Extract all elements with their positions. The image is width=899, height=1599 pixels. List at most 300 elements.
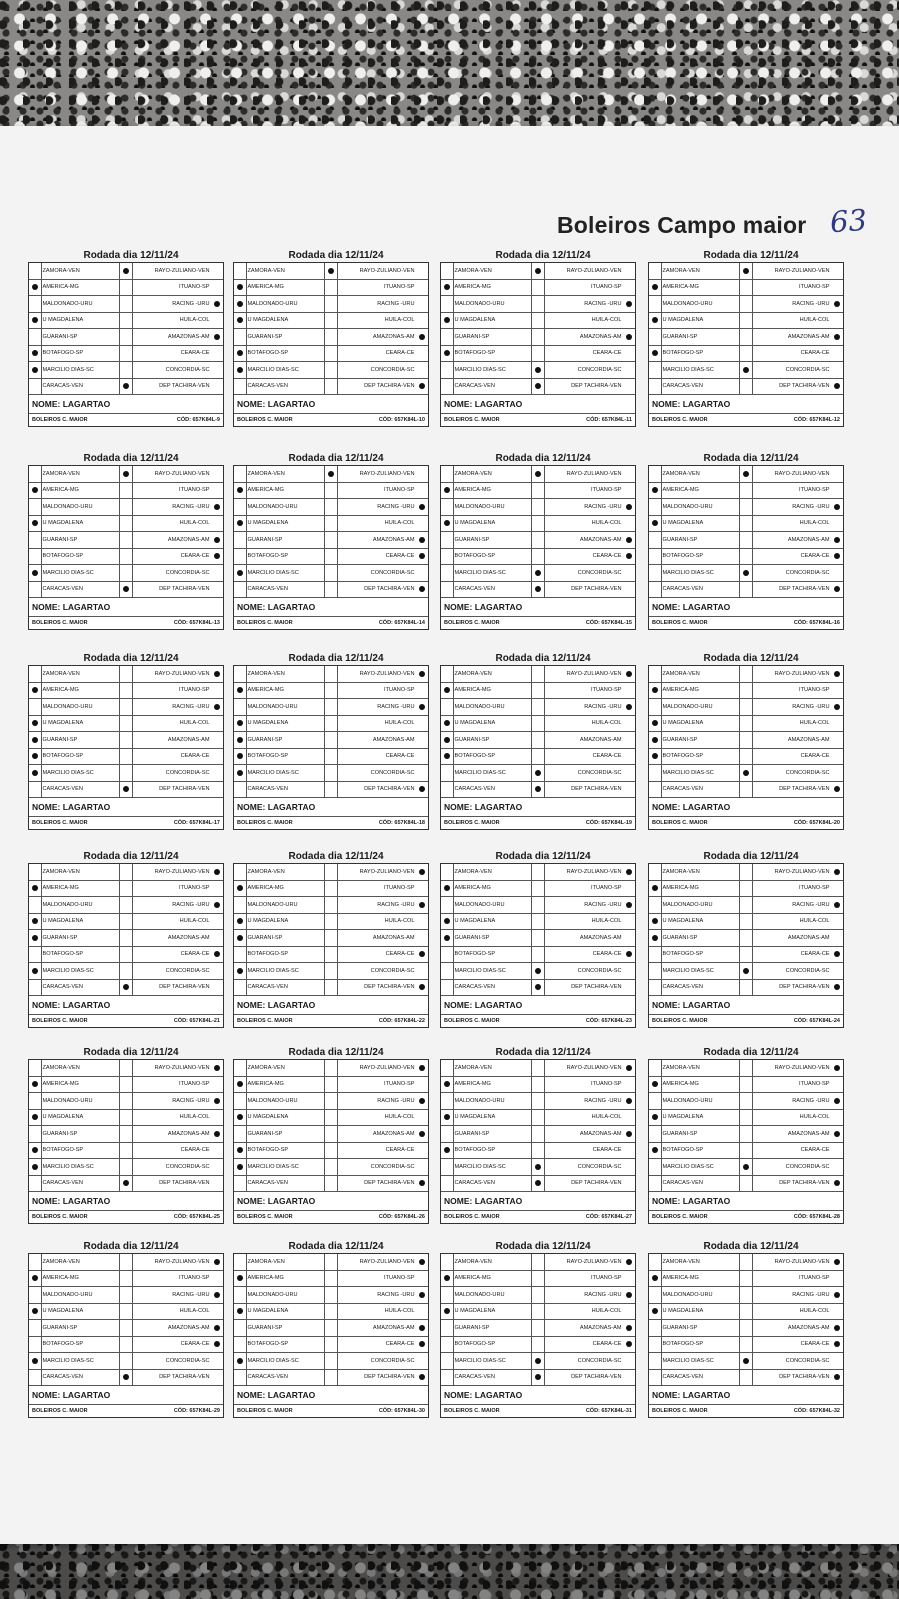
away-bubble[interactable] [624, 296, 636, 312]
away-bubble[interactable] [624, 346, 636, 362]
draw-bubble[interactable] [739, 963, 752, 979]
away-bubble[interactable] [832, 864, 844, 880]
home-bubble[interactable] [441, 516, 453, 532]
away-bubble[interactable] [624, 313, 636, 329]
draw-bubble[interactable] [531, 582, 544, 598]
draw-bubble[interactable] [531, 1271, 544, 1287]
away-bubble[interactable] [417, 1271, 429, 1287]
home-bubble[interactable] [234, 296, 246, 312]
away-bubble[interactable] [417, 1304, 429, 1320]
away-bubble[interactable] [212, 666, 224, 682]
away-bubble[interactable] [417, 716, 429, 732]
home-bubble[interactable] [234, 749, 246, 765]
draw-bubble[interactable] [324, 582, 337, 598]
away-bubble[interactable] [417, 1077, 429, 1093]
home-bubble[interactable] [29, 699, 41, 715]
draw-bubble[interactable] [119, 1254, 132, 1270]
home-bubble[interactable] [234, 980, 246, 996]
home-bubble[interactable] [234, 379, 246, 395]
draw-bubble[interactable] [119, 1126, 132, 1142]
home-bubble[interactable] [234, 1077, 246, 1093]
away-bubble[interactable] [212, 1143, 224, 1159]
home-bubble[interactable] [441, 732, 453, 748]
home-bubble[interactable] [441, 1287, 453, 1303]
draw-bubble[interactable] [119, 1110, 132, 1126]
home-bubble[interactable] [29, 1093, 41, 1109]
away-bubble[interactable] [624, 1159, 636, 1175]
draw-bubble[interactable] [531, 914, 544, 930]
draw-bubble[interactable] [324, 1176, 337, 1192]
away-bubble[interactable] [212, 346, 224, 362]
home-bubble[interactable] [441, 329, 453, 345]
draw-bubble[interactable] [324, 296, 337, 312]
draw-bubble[interactable] [119, 313, 132, 329]
home-bubble[interactable] [29, 516, 41, 532]
away-bubble[interactable] [832, 963, 844, 979]
draw-bubble[interactable] [531, 765, 544, 781]
home-bubble[interactable] [234, 1271, 246, 1287]
away-bubble[interactable] [212, 1110, 224, 1126]
away-bubble[interactable] [832, 379, 844, 395]
away-bubble[interactable] [624, 263, 636, 279]
home-bubble[interactable] [441, 1110, 453, 1126]
home-bubble[interactable] [649, 565, 661, 581]
draw-bubble[interactable] [739, 881, 752, 897]
away-bubble[interactable] [624, 765, 636, 781]
away-bubble[interactable] [624, 1060, 636, 1076]
home-bubble[interactable] [234, 1093, 246, 1109]
away-bubble[interactable] [212, 1287, 224, 1303]
home-bubble[interactable] [441, 313, 453, 329]
home-bubble[interactable] [234, 466, 246, 482]
draw-bubble[interactable] [739, 930, 752, 946]
away-bubble[interactable] [832, 1254, 844, 1270]
draw-bubble[interactable] [119, 963, 132, 979]
home-bubble[interactable] [29, 483, 41, 499]
away-bubble[interactable] [417, 280, 429, 296]
draw-bubble[interactable] [324, 516, 337, 532]
draw-bubble[interactable] [739, 765, 752, 781]
home-bubble[interactable] [441, 1077, 453, 1093]
away-bubble[interactable] [212, 466, 224, 482]
away-bubble[interactable] [624, 1337, 636, 1353]
draw-bubble[interactable] [119, 1287, 132, 1303]
home-bubble[interactable] [29, 1159, 41, 1175]
away-bubble[interactable] [212, 980, 224, 996]
away-bubble[interactable] [624, 732, 636, 748]
away-bubble[interactable] [832, 1320, 844, 1336]
home-bubble[interactable] [649, 765, 661, 781]
away-bubble[interactable] [417, 1176, 429, 1192]
draw-bubble[interactable] [739, 1287, 752, 1303]
home-bubble[interactable] [29, 1370, 41, 1386]
home-bubble[interactable] [441, 466, 453, 482]
home-bubble[interactable] [649, 362, 661, 378]
home-bubble[interactable] [29, 296, 41, 312]
home-bubble[interactable] [234, 881, 246, 897]
home-bubble[interactable] [649, 782, 661, 798]
draw-bubble[interactable] [119, 980, 132, 996]
home-bubble[interactable] [649, 881, 661, 897]
draw-bubble[interactable] [739, 1254, 752, 1270]
draw-bubble[interactable] [739, 864, 752, 880]
home-bubble[interactable] [441, 765, 453, 781]
draw-bubble[interactable] [324, 1320, 337, 1336]
home-bubble[interactable] [234, 897, 246, 913]
draw-bubble[interactable] [531, 532, 544, 548]
draw-bubble[interactable] [324, 716, 337, 732]
draw-bubble[interactable] [739, 699, 752, 715]
draw-bubble[interactable] [739, 280, 752, 296]
away-bubble[interactable] [212, 914, 224, 930]
draw-bubble[interactable] [324, 1159, 337, 1175]
away-bubble[interactable] [832, 881, 844, 897]
away-bubble[interactable] [212, 782, 224, 798]
draw-bubble[interactable] [324, 1093, 337, 1109]
away-bubble[interactable] [832, 749, 844, 765]
home-bubble[interactable] [234, 1254, 246, 1270]
home-bubble[interactable] [234, 1159, 246, 1175]
away-bubble[interactable] [417, 1159, 429, 1175]
draw-bubble[interactable] [531, 296, 544, 312]
away-bubble[interactable] [212, 516, 224, 532]
draw-bubble[interactable] [739, 1159, 752, 1175]
draw-bubble[interactable] [531, 379, 544, 395]
draw-bubble[interactable] [531, 346, 544, 362]
draw-bubble[interactable] [119, 881, 132, 897]
away-bubble[interactable] [832, 362, 844, 378]
draw-bubble[interactable] [119, 516, 132, 532]
home-bubble[interactable] [234, 765, 246, 781]
draw-bubble[interactable] [324, 930, 337, 946]
away-bubble[interactable] [832, 980, 844, 996]
away-bubble[interactable] [624, 683, 636, 699]
home-bubble[interactable] [441, 1304, 453, 1320]
home-bubble[interactable] [649, 1271, 661, 1287]
away-bubble[interactable] [417, 864, 429, 880]
home-bubble[interactable] [234, 263, 246, 279]
draw-bubble[interactable] [324, 683, 337, 699]
draw-bubble[interactable] [119, 699, 132, 715]
draw-bubble[interactable] [119, 1060, 132, 1076]
draw-bubble[interactable] [739, 329, 752, 345]
draw-bubble[interactable] [119, 346, 132, 362]
away-bubble[interactable] [212, 1126, 224, 1142]
home-bubble[interactable] [234, 1060, 246, 1076]
home-bubble[interactable] [29, 1304, 41, 1320]
home-bubble[interactable] [649, 980, 661, 996]
home-bubble[interactable] [649, 1060, 661, 1076]
home-bubble[interactable] [234, 1353, 246, 1369]
home-bubble[interactable] [234, 683, 246, 699]
draw-bubble[interactable] [119, 897, 132, 913]
draw-bubble[interactable] [324, 549, 337, 565]
away-bubble[interactable] [832, 1060, 844, 1076]
away-bubble[interactable] [417, 346, 429, 362]
draw-bubble[interactable] [739, 362, 752, 378]
away-bubble[interactable] [832, 565, 844, 581]
away-bubble[interactable] [212, 716, 224, 732]
away-bubble[interactable] [832, 1271, 844, 1287]
draw-bubble[interactable] [739, 1093, 752, 1109]
home-bubble[interactable] [649, 1110, 661, 1126]
home-bubble[interactable] [441, 1353, 453, 1369]
home-bubble[interactable] [234, 346, 246, 362]
away-bubble[interactable] [212, 963, 224, 979]
home-bubble[interactable] [234, 914, 246, 930]
away-bubble[interactable] [212, 1077, 224, 1093]
draw-bubble[interactable] [324, 765, 337, 781]
home-bubble[interactable] [649, 516, 661, 532]
away-bubble[interactable] [212, 1093, 224, 1109]
draw-bubble[interactable] [739, 1077, 752, 1093]
away-bubble[interactable] [832, 466, 844, 482]
away-bubble[interactable] [624, 1126, 636, 1142]
home-bubble[interactable] [29, 280, 41, 296]
away-bubble[interactable] [417, 749, 429, 765]
draw-bubble[interactable] [119, 565, 132, 581]
away-bubble[interactable] [624, 963, 636, 979]
away-bubble[interactable] [832, 263, 844, 279]
away-bubble[interactable] [417, 963, 429, 979]
away-bubble[interactable] [212, 1060, 224, 1076]
draw-bubble[interactable] [531, 716, 544, 732]
draw-bubble[interactable] [324, 1353, 337, 1369]
home-bubble[interactable] [649, 379, 661, 395]
draw-bubble[interactable] [739, 1060, 752, 1076]
draw-bubble[interactable] [324, 483, 337, 499]
home-bubble[interactable] [649, 1143, 661, 1159]
home-bubble[interactable] [649, 666, 661, 682]
draw-bubble[interactable] [531, 881, 544, 897]
away-bubble[interactable] [624, 1353, 636, 1369]
away-bubble[interactable] [417, 329, 429, 345]
draw-bubble[interactable] [119, 582, 132, 598]
away-bubble[interactable] [624, 549, 636, 565]
home-bubble[interactable] [441, 346, 453, 362]
home-bubble[interactable] [649, 313, 661, 329]
draw-bubble[interactable] [531, 1093, 544, 1109]
home-bubble[interactable] [649, 947, 661, 963]
home-bubble[interactable] [234, 1110, 246, 1126]
draw-bubble[interactable] [324, 947, 337, 963]
away-bubble[interactable] [417, 1370, 429, 1386]
away-bubble[interactable] [417, 683, 429, 699]
draw-bubble[interactable] [324, 782, 337, 798]
draw-bubble[interactable] [739, 1126, 752, 1142]
away-bubble[interactable] [417, 516, 429, 532]
away-bubble[interactable] [624, 782, 636, 798]
home-bubble[interactable] [649, 1254, 661, 1270]
away-bubble[interactable] [832, 732, 844, 748]
draw-bubble[interactable] [531, 362, 544, 378]
away-bubble[interactable] [417, 313, 429, 329]
draw-bubble[interactable] [119, 1337, 132, 1353]
away-bubble[interactable] [832, 1159, 844, 1175]
draw-bubble[interactable] [119, 549, 132, 565]
away-bubble[interactable] [832, 1353, 844, 1369]
away-bubble[interactable] [624, 516, 636, 532]
away-bubble[interactable] [624, 864, 636, 880]
home-bubble[interactable] [29, 313, 41, 329]
home-bubble[interactable] [234, 565, 246, 581]
away-bubble[interactable] [832, 683, 844, 699]
draw-bubble[interactable] [739, 313, 752, 329]
away-bubble[interactable] [624, 499, 636, 515]
away-bubble[interactable] [832, 1126, 844, 1142]
away-bubble[interactable] [832, 499, 844, 515]
home-bubble[interactable] [234, 666, 246, 682]
away-bubble[interactable] [417, 732, 429, 748]
away-bubble[interactable] [212, 1176, 224, 1192]
home-bubble[interactable] [649, 483, 661, 499]
away-bubble[interactable] [417, 499, 429, 515]
home-bubble[interactable] [234, 1320, 246, 1336]
away-bubble[interactable] [624, 881, 636, 897]
away-bubble[interactable] [417, 379, 429, 395]
draw-bubble[interactable] [531, 466, 544, 482]
home-bubble[interactable] [29, 263, 41, 279]
away-bubble[interactable] [624, 947, 636, 963]
away-bubble[interactable] [832, 1176, 844, 1192]
draw-bubble[interactable] [531, 1110, 544, 1126]
home-bubble[interactable] [649, 582, 661, 598]
draw-bubble[interactable] [739, 296, 752, 312]
away-bubble[interactable] [417, 914, 429, 930]
away-bubble[interactable] [212, 683, 224, 699]
home-bubble[interactable] [649, 864, 661, 880]
home-bubble[interactable] [29, 683, 41, 699]
draw-bubble[interactable] [324, 980, 337, 996]
home-bubble[interactable] [29, 1353, 41, 1369]
home-bubble[interactable] [29, 466, 41, 482]
home-bubble[interactable] [441, 1271, 453, 1287]
away-bubble[interactable] [417, 980, 429, 996]
away-bubble[interactable] [212, 1353, 224, 1369]
away-bubble[interactable] [212, 749, 224, 765]
draw-bubble[interactable] [119, 1093, 132, 1109]
home-bubble[interactable] [441, 1176, 453, 1192]
home-bubble[interactable] [29, 1176, 41, 1192]
draw-bubble[interactable] [739, 483, 752, 499]
away-bubble[interactable] [417, 466, 429, 482]
away-bubble[interactable] [417, 549, 429, 565]
home-bubble[interactable] [441, 1337, 453, 1353]
draw-bubble[interactable] [119, 466, 132, 482]
home-bubble[interactable] [29, 1126, 41, 1142]
home-bubble[interactable] [29, 930, 41, 946]
draw-bubble[interactable] [531, 483, 544, 499]
draw-bubble[interactable] [119, 1176, 132, 1192]
draw-bubble[interactable] [119, 280, 132, 296]
draw-bubble[interactable] [324, 1077, 337, 1093]
draw-bubble[interactable] [531, 1143, 544, 1159]
home-bubble[interactable] [649, 1353, 661, 1369]
away-bubble[interactable] [624, 1077, 636, 1093]
draw-bubble[interactable] [739, 782, 752, 798]
home-bubble[interactable] [649, 732, 661, 748]
draw-bubble[interactable] [324, 1287, 337, 1303]
draw-bubble[interactable] [324, 749, 337, 765]
home-bubble[interactable] [29, 499, 41, 515]
home-bubble[interactable] [649, 914, 661, 930]
draw-bubble[interactable] [531, 864, 544, 880]
away-bubble[interactable] [417, 1110, 429, 1126]
away-bubble[interactable] [212, 499, 224, 515]
home-bubble[interactable] [649, 1176, 661, 1192]
draw-bubble[interactable] [324, 329, 337, 345]
home-bubble[interactable] [441, 1126, 453, 1142]
home-bubble[interactable] [234, 362, 246, 378]
draw-bubble[interactable] [119, 666, 132, 682]
away-bubble[interactable] [624, 379, 636, 395]
home-bubble[interactable] [29, 666, 41, 682]
home-bubble[interactable] [441, 666, 453, 682]
draw-bubble[interactable] [119, 1353, 132, 1369]
away-bubble[interactable] [212, 362, 224, 378]
draw-bubble[interactable] [119, 1271, 132, 1287]
draw-bubble[interactable] [531, 313, 544, 329]
home-bubble[interactable] [441, 930, 453, 946]
draw-bubble[interactable] [324, 1254, 337, 1270]
home-bubble[interactable] [234, 483, 246, 499]
draw-bubble[interactable] [739, 1110, 752, 1126]
away-bubble[interactable] [624, 1370, 636, 1386]
draw-bubble[interactable] [531, 1254, 544, 1270]
home-bubble[interactable] [29, 532, 41, 548]
away-bubble[interactable] [417, 565, 429, 581]
away-bubble[interactable] [832, 346, 844, 362]
home-bubble[interactable] [441, 683, 453, 699]
away-bubble[interactable] [832, 1370, 844, 1386]
away-bubble[interactable] [417, 532, 429, 548]
draw-bubble[interactable] [531, 1337, 544, 1353]
away-bubble[interactable] [832, 765, 844, 781]
draw-bubble[interactable] [531, 782, 544, 798]
home-bubble[interactable] [441, 549, 453, 565]
draw-bubble[interactable] [324, 1271, 337, 1287]
home-bubble[interactable] [649, 1077, 661, 1093]
away-bubble[interactable] [624, 1320, 636, 1336]
away-bubble[interactable] [417, 263, 429, 279]
home-bubble[interactable] [649, 1093, 661, 1109]
home-bubble[interactable] [441, 914, 453, 930]
draw-bubble[interactable] [119, 532, 132, 548]
draw-bubble[interactable] [739, 1353, 752, 1369]
away-bubble[interactable] [832, 1110, 844, 1126]
home-bubble[interactable] [649, 1287, 661, 1303]
home-bubble[interactable] [441, 280, 453, 296]
away-bubble[interactable] [212, 565, 224, 581]
home-bubble[interactable] [29, 963, 41, 979]
draw-bubble[interactable] [119, 914, 132, 930]
home-bubble[interactable] [29, 864, 41, 880]
home-bubble[interactable] [441, 263, 453, 279]
draw-bubble[interactable] [119, 947, 132, 963]
away-bubble[interactable] [212, 483, 224, 499]
draw-bubble[interactable] [531, 263, 544, 279]
away-bubble[interactable] [417, 947, 429, 963]
away-bubble[interactable] [624, 914, 636, 930]
home-bubble[interactable] [441, 362, 453, 378]
draw-bubble[interactable] [739, 466, 752, 482]
home-bubble[interactable] [234, 499, 246, 515]
home-bubble[interactable] [441, 963, 453, 979]
home-bubble[interactable] [234, 732, 246, 748]
away-bubble[interactable] [624, 362, 636, 378]
away-bubble[interactable] [417, 765, 429, 781]
draw-bubble[interactable] [531, 1159, 544, 1175]
